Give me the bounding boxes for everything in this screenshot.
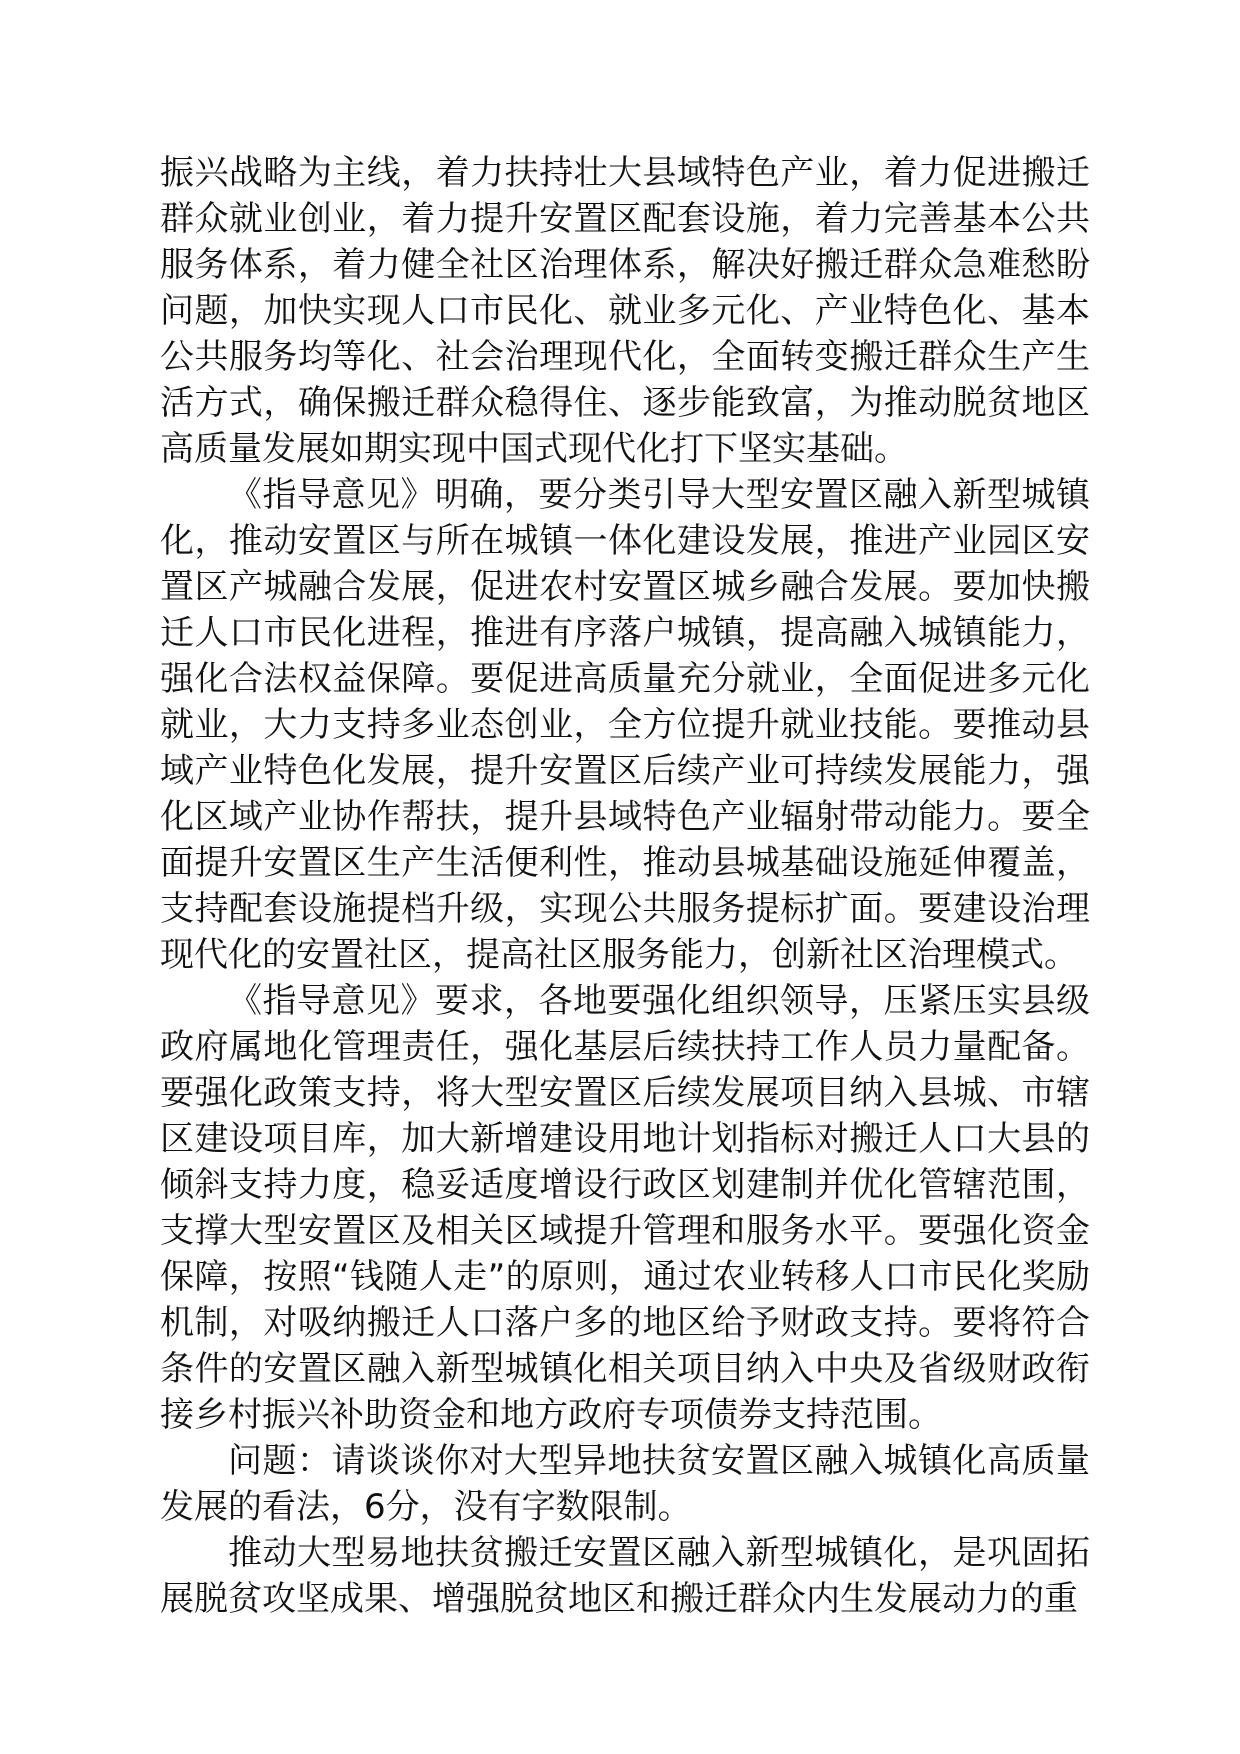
paragraph-continuation: 振兴战略为主线，着力扶持壮大县域特色产业，着力促进搬迁群众就业创业，着力提升安置区配套设施，着力完善基本公共服务体系，着力健全社区治理体系，解决好搬迁群众急难愁盼问题，加快实现人口市民化、就业多元化、产业特色化、基本公共服务均等化、社会治理现代化，全面转变搬迁群众生产生活方式，确保搬迁群众稳得住、逐步能致富，为推动脱贫地区高质量发展如期实现中国式现代化打下坚实基础。 xyxy=(160,153,1090,469)
document-page xyxy=(160,150,1090,1710)
paragraph-guidance-clarifies: 《指导意见》明确，要分类引导大型安置区融入新型城镇化，推动安置区与所在城镇一体化建设发展，推进产业园区安置区产城融合发展，促进农村安置区城乡融合发展。要加快搬迁人口市民化进程，推进有序落户城镇，提高融入城镇能力，强化合法权益保障。要促进高质量充分就业，全面促进多元化就业，大力支持多业态创业，全方位提升就业技能。要推动县域产业特色化发展，提升安置区后续产业可持续发展能力，强化区域产业协作帮扶，提升县域特色产业辐射带动能力。要全面提升安置区生产生活便利性，推动县城基础设施延伸覆盖，支持配套设施提档升级，实现公共服务提标扩面。要建设治理现代化的安置社区，提高社区服务能力，创新社区治理模式。 xyxy=(160,475,1090,975)
paragraph-guidance-requires: 《指导意见》要求，各地要强化组织领导，压紧压实县级政府属地化管理责任，强化基层后续扶持工作人员力量配备。要强化政策支持，将大型安置区后续发展项目纳入县城、市辖区建设项目库，加大新增建设用地计划指标对搬迁人口大县的倾斜支持力度，稳妥适度增设行政区划建制并优化管辖范围，支撑大型安置区及相关区域提升管理和服务水平。要强化资金保障，按照“钱随人走”的原则，通过农业转移人口市民化奖励机制，对吸纳搬迁人口落户多的地区给予财政支持。要将符合条件的安置区融入新型城镇化相关项目纳入中央及省级财政衔接乡村振兴补助资金和地方政府专项债券支持范围。 xyxy=(160,981,1090,1435)
paragraph-answer: 推动大型易地扶贫搬迁安置区融入新型城镇化，是巩固拓展脱贫攻坚成果、增强脱贫地区和搬迁群众内生发展动力的重 xyxy=(160,1533,1090,1619)
paragraph-question: 问题：请谈谈你对大型异地扶贫安置区融入城镇化高质量发展的看法，6分，没有字数限制。 xyxy=(160,1441,1090,1527)
